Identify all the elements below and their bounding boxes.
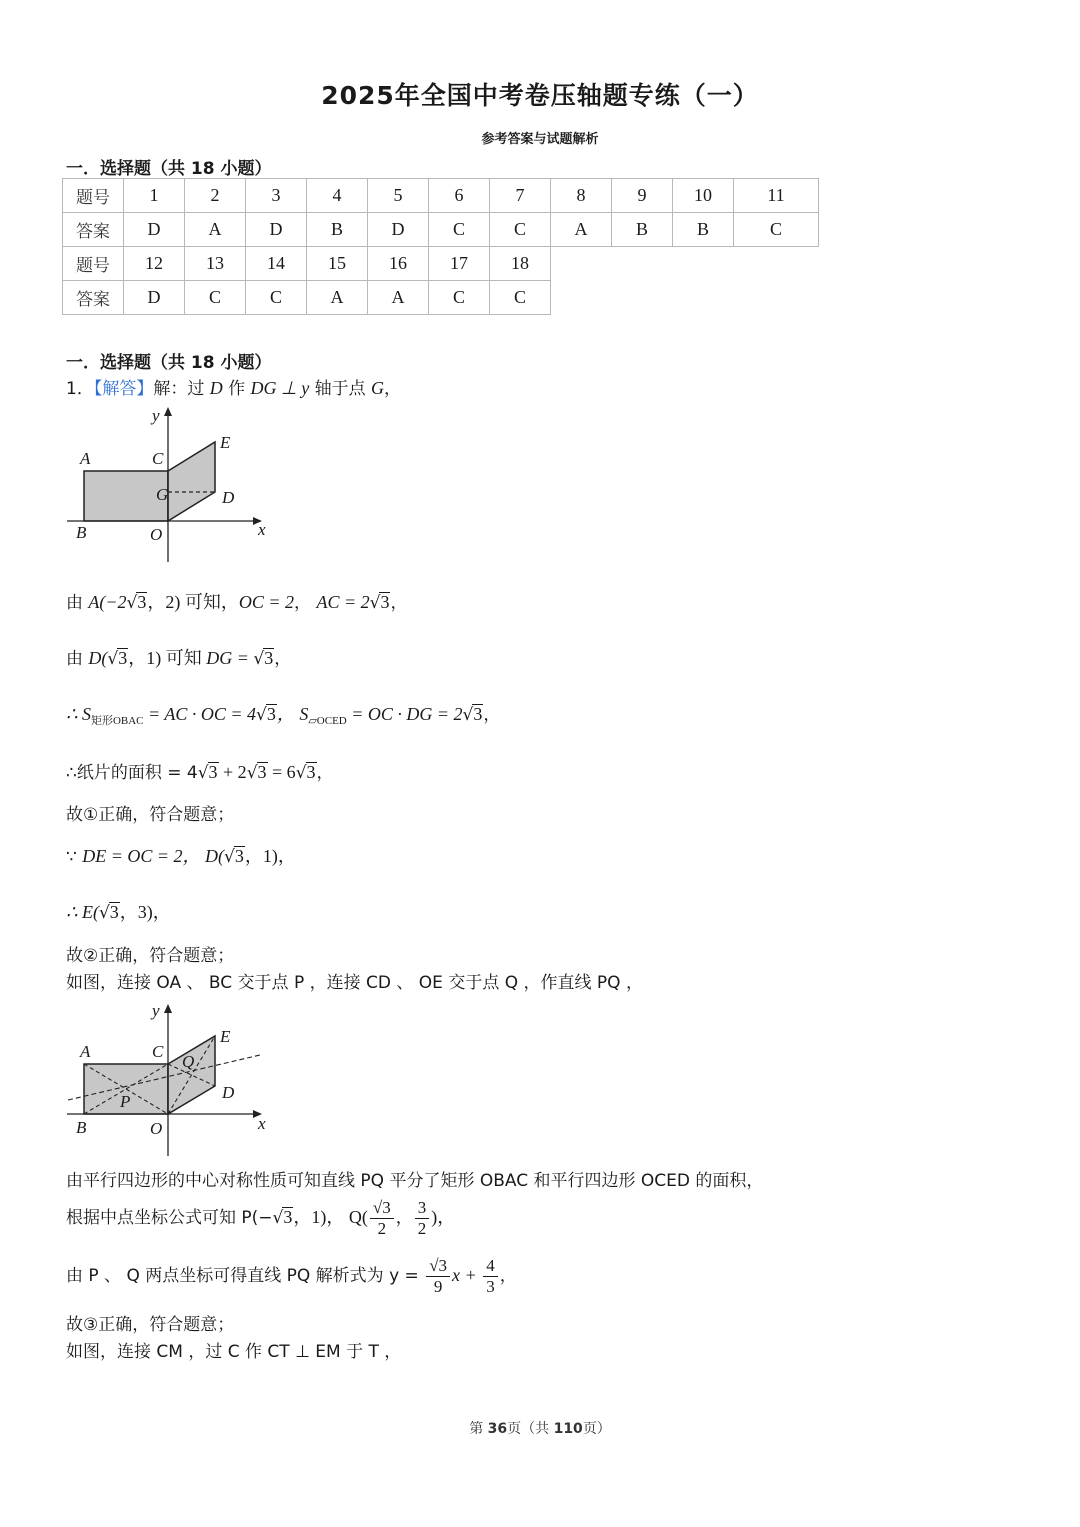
label-B: B — [76, 523, 87, 542]
page-number: 36 — [487, 1421, 508, 1437]
label-P: P — [120, 1092, 131, 1111]
table-row — [63, 179, 819, 213]
label-E: E — [220, 1027, 231, 1046]
math: D( — [88, 648, 108, 668]
radicand: 3 — [257, 762, 267, 782]
math: = AC · OC = 4 — [143, 704, 256, 724]
table-cell: C — [185, 281, 246, 315]
text: ， — [395, 1208, 413, 1229]
math: = OC · DG = 2 — [346, 704, 463, 724]
text: ， — [390, 593, 408, 613]
text: 由 P 、 Q 两点坐标可得直线 PQ 解析式为 y = — [66, 1266, 425, 1287]
text: 轴于点 — [309, 379, 372, 399]
text: 由 — [66, 593, 89, 613]
table-cell: 3 — [246, 179, 307, 213]
table-cell: D — [124, 281, 185, 315]
text: ，1) 可知 — [128, 648, 207, 668]
table-cell: 9 — [612, 179, 673, 213]
figure-2-shapes — [67, 1004, 262, 1156]
fraction — [415, 1198, 430, 1238]
label-G: G — [156, 485, 169, 504]
table-cell: C — [734, 213, 819, 247]
math: DG = — [206, 648, 254, 668]
math: DE = OC = 2 — [82, 846, 183, 866]
math: A(−2 — [88, 592, 127, 612]
label-C: C — [152, 1042, 164, 1061]
radicand: 3 — [208, 762, 218, 782]
math: x + — [452, 1265, 482, 1286]
numerator: 3 — [415, 1198, 430, 1219]
table-cell: 16 — [368, 247, 429, 281]
figure-1-diagram — [62, 402, 282, 562]
table-cell: C — [429, 213, 490, 247]
label-A: A — [80, 1042, 91, 1061]
solution-line-1 — [66, 374, 401, 399]
text: 根据中点坐标公式可知 P(− — [66, 1208, 273, 1229]
page-title: 2025年全国中考卷压轴题专练（一） — [321, 81, 759, 110]
label-O: O — [150, 525, 163, 544]
math: OC = 2 — [238, 592, 295, 612]
label-E: E — [220, 433, 231, 452]
answer-tag: 【解答】 — [93, 379, 154, 399]
math: ∴ E( — [66, 902, 99, 922]
text: ， — [316, 763, 334, 783]
solution-line-10: 如图，连接 OA 、 BC 交于点 P ，连接 CD 、 OE 交于点 Q ，作直线 PQ ， — [66, 973, 643, 993]
radicand: 3 — [473, 704, 483, 724]
subscript: 矩形OBAC — [90, 715, 144, 727]
label-A: A — [80, 449, 91, 468]
section-heading-choice: 一．选择题（共 18 小题） — [66, 159, 272, 179]
table-cell: 17 — [429, 247, 490, 281]
label-C: C — [152, 449, 164, 468]
figure-2-diagram — [62, 998, 282, 1158]
label-Q: Q — [182, 1052, 195, 1071]
math: DG ⊥ y — [250, 378, 310, 398]
radicand: 3 — [137, 592, 147, 612]
table-cell: B — [307, 213, 368, 247]
table-cell: C — [246, 281, 307, 315]
table-cell: A — [185, 213, 246, 247]
label-O: O — [150, 1119, 163, 1138]
fraction — [483, 1256, 498, 1296]
footer-text: 第 — [469, 1421, 488, 1437]
label-y: y — [152, 1001, 160, 1020]
radicand: 3 — [109, 902, 119, 922]
text: ， — [483, 705, 501, 725]
table-cell: 8 — [551, 179, 612, 213]
table-cell: A — [551, 213, 612, 247]
table-cell: D — [368, 213, 429, 247]
table-cell: 7 — [490, 179, 551, 213]
answer-table — [62, 178, 819, 315]
text: + 2 — [218, 762, 247, 782]
total-pages: 110 — [553, 1421, 583, 1437]
table-cell: 13 — [185, 247, 246, 281]
table-cell: 12 — [124, 247, 185, 281]
radicand: 3 — [264, 648, 274, 668]
table-cell: 2 — [185, 179, 246, 213]
math: AC = 2 — [316, 592, 370, 612]
label-x: x — [258, 1114, 266, 1133]
solution-line-7: ∵ DE = OC = 2， D(√3，1)， — [66, 846, 296, 867]
solution-line-5: ∴纸片的面积 = 4√3 + 2√3 = 6√3， — [66, 762, 334, 783]
label-D: D — [222, 488, 235, 507]
row-header-answer: 答案 — [63, 213, 124, 247]
math: ， S — [276, 704, 309, 724]
footer-text: 页） — [582, 1421, 611, 1437]
page-subtitle: 参考答案与试题解析 — [481, 132, 599, 147]
denominator: 2 — [377, 1218, 387, 1238]
table-cell: 5 — [368, 179, 429, 213]
text: ∴纸片的面积 = 4 — [66, 763, 198, 783]
label-B: B — [76, 1118, 87, 1137]
text: 作 — [222, 379, 251, 399]
radicand: 3 — [306, 762, 316, 782]
table-cell: 6 — [429, 179, 490, 213]
table-cell: B — [673, 213, 734, 247]
table-cell: 11 — [734, 179, 819, 213]
denominator: 3 — [486, 1276, 495, 1296]
solution-line-8: ∴ E(√3，3)， — [66, 902, 171, 923]
subscript: ▱OCED — [308, 715, 347, 727]
math: D — [209, 378, 223, 398]
math: ， D( — [182, 846, 225, 866]
numerator: 4 — [483, 1256, 498, 1277]
solution-line-2: 由 A(−2√3，2) 可知，OC = 2， AC = 2√3， — [66, 592, 408, 613]
text: 由 — [66, 649, 89, 669]
radicand: 3 — [266, 704, 276, 724]
text: 解：过 — [153, 379, 210, 399]
solution-line-15: 如图，连接 CM ，过 C 作 CT ⊥ EM 于 T ， — [66, 1342, 402, 1362]
section-heading-solutions: 一．选择题（共 18 小题） — [66, 353, 272, 373]
radicand: 3 — [234, 846, 244, 866]
solution-line-3: 由 D(√3，1) 可知 DG = √3， — [66, 648, 292, 669]
solution-line-9: 故②正确，符合题意； — [66, 946, 235, 966]
radicand: 3 — [380, 592, 390, 612]
table-cell: C — [429, 281, 490, 315]
table-row — [63, 247, 819, 281]
table-cell: A — [307, 281, 368, 315]
table-cell: B — [612, 213, 673, 247]
numerator: √3 — [370, 1198, 394, 1219]
text: ，3)， — [119, 902, 171, 922]
fraction — [426, 1256, 450, 1296]
row-header-question: 题号 — [63, 247, 124, 281]
footer-text: 页（共 — [507, 1421, 554, 1437]
math: G — [371, 378, 385, 398]
solution-line-6: 故①正确，符合题意； — [66, 805, 235, 825]
table-cell: A — [368, 281, 429, 315]
table-row — [63, 281, 819, 315]
numerator: √3 — [426, 1256, 450, 1277]
table-cell: 1 — [124, 179, 185, 213]
text: ，2) 可知， — [147, 592, 239, 612]
text: )， — [431, 1207, 456, 1228]
label-D: D — [222, 1083, 235, 1102]
solution-line-4: ∴ $S_{矩形OBAC}$ = AC · OC = 4√3， $S_{▱OCED}$ = OC · DG = 2√3， — [66, 704, 501, 727]
table-cell: C — [490, 281, 551, 315]
solution-line-14: 故③正确，符合题意； — [66, 1315, 235, 1335]
denominator: 9 — [433, 1276, 443, 1296]
text: ，1)， Q( — [293, 1207, 368, 1228]
table-cell: 18 — [490, 247, 551, 281]
radicand: 3 — [283, 1207, 293, 1228]
label-y: y — [152, 406, 160, 425]
table-cell: 14 — [246, 247, 307, 281]
problem-number: 1． — [66, 379, 94, 399]
table-cell: 15 — [307, 247, 368, 281]
text: = 6 — [267, 762, 296, 782]
label-x: x — [258, 520, 266, 539]
row-header-answer: 答案 — [63, 281, 124, 315]
row-header-question: 题号 — [63, 179, 124, 213]
table-cell: D — [124, 213, 185, 247]
text: ，1)， — [244, 846, 296, 866]
page-footer — [0, 1418, 1080, 1438]
text: ， — [294, 593, 312, 613]
text: ， — [384, 379, 402, 399]
table-cell: C — [490, 213, 551, 247]
table-cell: D — [246, 213, 307, 247]
radicand: 3 — [118, 648, 128, 668]
math: ∴ S — [66, 704, 91, 724]
table-row — [63, 213, 819, 247]
table-cell: 4 — [307, 179, 368, 213]
denominator: 2 — [417, 1218, 427, 1238]
text: ∵ — [66, 847, 83, 867]
solution-line-12: 根据中点坐标公式可知 P(−√3，1)， Q( $\frac{√3}{2}$ ， $\frac{3}{2}$ )， — [66, 1198, 456, 1238]
fraction — [370, 1198, 394, 1238]
solution-line-11: 由平行四边形的中心对称性质可知直线 PQ 平分了矩形 OBAC 和平行四边形 OCED 的面积， — [66, 1171, 764, 1191]
text: ， — [274, 649, 292, 669]
solution-line-13 — [66, 1256, 517, 1296]
table-cell: 10 — [673, 179, 734, 213]
text: ， — [499, 1266, 517, 1287]
